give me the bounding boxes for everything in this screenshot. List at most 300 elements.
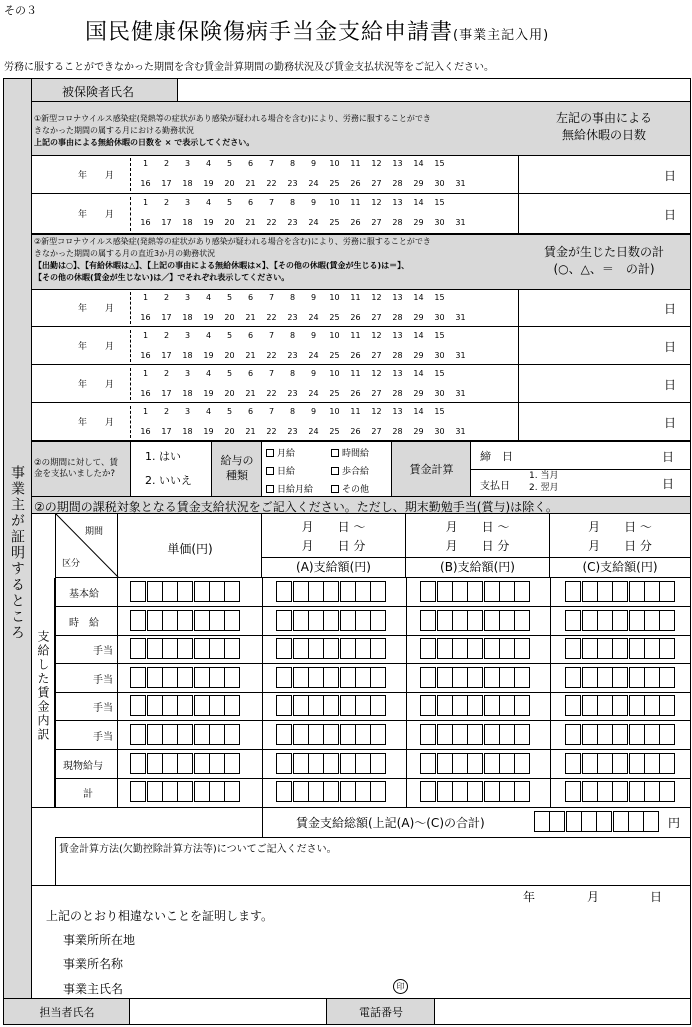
day-number[interactable]: 6 [247, 407, 254, 416]
digit-cell[interactable] [340, 667, 356, 688]
digit-cell[interactable] [276, 581, 292, 602]
day-number[interactable]: 20 [224, 313, 235, 322]
digit-cell[interactable] [420, 753, 436, 774]
pay-type-monthly[interactable]: 月給 [266, 446, 295, 459]
year-month-label[interactable]: 年 月 [78, 304, 115, 314]
digit-cell[interactable] [612, 581, 628, 602]
day-number[interactable]: 27 [371, 218, 382, 227]
digit-cell[interactable] [177, 638, 193, 659]
day-number[interactable]: 18 [182, 179, 193, 188]
digit-cell[interactable] [194, 638, 210, 659]
payday-options[interactable] [529, 470, 558, 494]
year-month-label[interactable]: 年 月 [78, 418, 115, 428]
digit-cell[interactable] [420, 695, 436, 716]
day-number[interactable]: 24 [308, 313, 319, 322]
day-number[interactable]: 29 [413, 351, 424, 360]
day-number[interactable]: 15 [434, 159, 445, 168]
day-number[interactable]: 13 [392, 331, 403, 340]
period-to[interactable]: 月 日 分 [445, 539, 510, 553]
digit-cell[interactable] [308, 781, 324, 802]
day-number[interactable]: 22 [266, 389, 277, 398]
day-number[interactable]: 22 [266, 427, 277, 436]
unit-price-cells[interactable] [130, 581, 240, 602]
day-number[interactable]: 21 [245, 179, 256, 188]
digit-cell[interactable] [612, 724, 628, 745]
amount-cells[interactable] [276, 781, 386, 802]
digit-cell[interactable] [484, 667, 500, 688]
day-number[interactable]: 11 [350, 369, 361, 378]
digit-cell[interactable] [659, 781, 675, 802]
digit-cell[interactable] [514, 581, 530, 602]
digit-cell[interactable] [484, 781, 500, 802]
digit-cell[interactable] [224, 610, 240, 631]
day-number[interactable]: 26 [350, 179, 361, 188]
digit-cell[interactable] [499, 667, 515, 688]
day-number[interactable]: 9 [310, 293, 317, 302]
digit-cell[interactable] [629, 781, 645, 802]
digit-cell[interactable] [147, 610, 163, 631]
digit-cell[interactable] [323, 610, 339, 631]
digit-cell[interactable] [582, 581, 598, 602]
day-number[interactable]: 5 [226, 369, 233, 378]
day-number[interactable]: 25 [329, 218, 340, 227]
digit-cell[interactable] [612, 638, 628, 659]
day-number[interactable]: 3 [184, 159, 191, 168]
digit-cell[interactable] [370, 610, 386, 631]
digit-cell[interactable] [613, 811, 629, 832]
amount-cells[interactable] [565, 667, 675, 688]
digit-cell[interactable] [194, 781, 210, 802]
digit-cell[interactable] [452, 724, 468, 745]
amount-cells[interactable] [276, 753, 386, 774]
digit-cell[interactable] [629, 724, 645, 745]
day-number[interactable]: 21 [245, 427, 256, 436]
digit-cell[interactable] [276, 753, 292, 774]
day-number[interactable]: 3 [184, 198, 191, 207]
day-number[interactable]: 21 [245, 313, 256, 322]
day-number[interactable]: 8 [289, 369, 296, 378]
pay-type-commission[interactable]: 歩合給 [331, 464, 369, 477]
amount-cells[interactable] [276, 610, 386, 631]
day-number[interactable]: 4 [205, 293, 212, 302]
digit-cell[interactable] [162, 695, 178, 716]
year-month-label[interactable]: 年 月 [78, 170, 115, 181]
day-number[interactable]: 19 [203, 389, 214, 398]
digit-cell[interactable] [499, 695, 515, 716]
pay-type-hourly[interactable]: 時間給 [331, 446, 369, 459]
digit-cell[interactable] [484, 610, 500, 631]
digit-cell[interactable] [177, 581, 193, 602]
day-number[interactable]: 29 [413, 179, 424, 188]
digit-cell[interactable] [659, 638, 675, 659]
day-number[interactable]: 6 [247, 369, 254, 378]
day-number[interactable]: 4 [205, 159, 212, 168]
digit-cell[interactable] [499, 753, 515, 774]
digit-cell[interactable] [293, 781, 309, 802]
day-number[interactable]: 10 [329, 293, 340, 302]
day-number[interactable]: 14 [413, 293, 424, 302]
digit-cell[interactable] [147, 581, 163, 602]
day-number[interactable]: 20 [224, 179, 235, 188]
digit-cell[interactable] [224, 667, 240, 688]
day-number[interactable]: 18 [182, 351, 193, 360]
day-number[interactable]: 16 [140, 313, 151, 322]
digit-cell[interactable] [484, 638, 500, 659]
day-number[interactable]: 14 [413, 331, 424, 340]
digit-cell[interactable] [194, 667, 210, 688]
digit-cell[interactable] [194, 610, 210, 631]
amount-cells[interactable] [565, 753, 675, 774]
digit-cell[interactable] [355, 667, 371, 688]
digit-cell[interactable] [644, 753, 660, 774]
day-number[interactable]: 17 [161, 351, 172, 360]
period-from[interactable]: 月 日 〜 [301, 520, 366, 534]
day-number[interactable]: 5 [226, 407, 233, 416]
amount-cells[interactable] [276, 638, 386, 659]
digit-cell[interactable] [499, 638, 515, 659]
digit-cell[interactable] [177, 753, 193, 774]
staff-name-field[interactable] [130, 998, 327, 1024]
digit-cell[interactable] [484, 753, 500, 774]
digit-cell[interactable] [514, 695, 530, 716]
day-number[interactable]: 18 [182, 427, 193, 436]
amount-cells[interactable] [565, 638, 675, 659]
day-number[interactable]: 21 [245, 351, 256, 360]
unit-price-cells[interactable] [130, 753, 240, 774]
day-number[interactable]: 28 [392, 389, 403, 398]
digit-cell[interactable] [293, 724, 309, 745]
amount-cells[interactable] [276, 695, 386, 716]
digit-cell[interactable] [565, 638, 581, 659]
day-number[interactable]: 18 [182, 313, 193, 322]
day-number[interactable]: 31 [455, 351, 466, 360]
digit-cell[interactable] [308, 753, 324, 774]
insured-name-field[interactable] [177, 79, 690, 102]
digit-cell[interactable] [420, 667, 436, 688]
day-number[interactable]: 2 [163, 293, 170, 302]
unit-price-cells[interactable] [130, 667, 240, 688]
digit-cell[interactable] [323, 695, 339, 716]
digit-cell[interactable] [452, 695, 468, 716]
amount-cells[interactable] [420, 581, 530, 602]
day-number[interactable]: 29 [413, 313, 424, 322]
day-numbers[interactable] [135, 218, 485, 227]
digit-cell[interactable] [162, 581, 178, 602]
digit-cell[interactable] [147, 667, 163, 688]
digit-cell[interactable] [147, 724, 163, 745]
day-number[interactable]: 20 [224, 351, 235, 360]
digit-cell[interactable] [209, 667, 225, 688]
day-number[interactable]: 10 [329, 369, 340, 378]
day-number[interactable]: 11 [350, 198, 361, 207]
day-number[interactable]: 15 [434, 331, 445, 340]
digit-cell[interactable] [452, 581, 468, 602]
digit-cell[interactable] [355, 610, 371, 631]
unit-price-cells[interactable] [130, 695, 240, 716]
digit-cell[interactable] [355, 581, 371, 602]
day-numbers[interactable] [135, 198, 485, 207]
amount-cells[interactable] [565, 695, 675, 716]
day-number[interactable]: 9 [310, 159, 317, 168]
day-number[interactable]: 30 [434, 179, 445, 188]
digit-cell[interactable] [293, 638, 309, 659]
day-number[interactable]: 7 [268, 407, 275, 416]
digit-cell[interactable] [612, 667, 628, 688]
digit-cell[interactable] [308, 724, 324, 745]
digit-cell[interactable] [565, 610, 581, 631]
digit-cell[interactable] [565, 581, 581, 602]
day-number[interactable]: 6 [247, 293, 254, 302]
day-number[interactable]: 23 [287, 218, 298, 227]
digit-cell[interactable] [209, 638, 225, 659]
digit-cell[interactable] [514, 724, 530, 745]
day-number[interactable]: 28 [392, 218, 403, 227]
day-count-field[interactable] [518, 365, 690, 403]
digit-cell[interactable] [612, 781, 628, 802]
day-number[interactable]: 9 [310, 369, 317, 378]
day-number[interactable]: 2 [163, 198, 170, 207]
digit-cell[interactable] [194, 695, 210, 716]
day-number[interactable]: 3 [184, 407, 191, 416]
digit-cell[interactable] [355, 753, 371, 774]
digit-cell[interactable] [323, 638, 339, 659]
day-number[interactable]: 31 [455, 313, 466, 322]
digit-cell[interactable] [224, 753, 240, 774]
pay-type-daily-monthly[interactable]: 日給月給 [266, 482, 313, 495]
digit-cell[interactable] [514, 753, 530, 774]
digit-cell[interactable] [644, 695, 660, 716]
day-number[interactable]: 19 [203, 218, 214, 227]
digit-cell[interactable] [130, 667, 146, 688]
day-number[interactable]: 16 [140, 179, 151, 188]
amount-cells[interactable] [565, 781, 675, 802]
amount-cells[interactable] [420, 638, 530, 659]
day-number[interactable]: 28 [392, 427, 403, 436]
day-count-field[interactable] [518, 289, 690, 327]
digit-cell[interactable] [484, 581, 500, 602]
digit-cell[interactable] [597, 581, 613, 602]
digit-cell[interactable] [597, 610, 613, 631]
digit-cell[interactable] [452, 753, 468, 774]
day-number[interactable]: 16 [140, 218, 151, 227]
pay-type-daily[interactable]: 日給 [266, 464, 295, 477]
day-number[interactable]: 26 [350, 218, 361, 227]
day-number[interactable]: 4 [205, 369, 212, 378]
digit-cell[interactable] [209, 753, 225, 774]
digit-cell[interactable] [582, 724, 598, 745]
digit-cell[interactable] [276, 781, 292, 802]
digit-cell[interactable] [467, 753, 483, 774]
digit-cell[interactable] [629, 638, 645, 659]
digit-cell[interactable] [565, 781, 581, 802]
digit-cell[interactable] [597, 724, 613, 745]
answer-yes[interactable]: 1. はい [145, 450, 181, 463]
digit-cell[interactable] [499, 781, 515, 802]
digit-cell[interactable] [499, 724, 515, 745]
digit-cell[interactable] [209, 695, 225, 716]
digit-cell[interactable] [340, 695, 356, 716]
day-number[interactable]: 14 [413, 198, 424, 207]
day-number[interactable]: 1 [142, 159, 149, 168]
period-to[interactable]: 月 日 分 [588, 539, 652, 553]
digit-cell[interactable] [582, 753, 598, 774]
day-number[interactable]: 21 [245, 218, 256, 227]
digit-cell[interactable] [224, 581, 240, 602]
day-count-field[interactable] [518, 194, 690, 234]
digit-cell[interactable] [612, 753, 628, 774]
day-number[interactable]: 23 [287, 427, 298, 436]
digit-cell[interactable] [452, 781, 468, 802]
digit-cell[interactable] [147, 695, 163, 716]
digit-cell[interactable] [499, 581, 515, 602]
day-number[interactable]: 2 [163, 369, 170, 378]
day-number[interactable]: 29 [413, 389, 424, 398]
digit-cell[interactable] [308, 610, 324, 631]
day-numbers[interactable] [135, 293, 485, 302]
amount-cells[interactable] [420, 695, 530, 716]
digit-cell[interactable] [340, 781, 356, 802]
digit-cell[interactable] [130, 753, 146, 774]
day-number[interactable]: 2 [163, 331, 170, 340]
day-number[interactable]: 23 [287, 351, 298, 360]
digit-cell[interactable] [659, 724, 675, 745]
payday-opt-current[interactable]: 1. 当月 [529, 471, 559, 481]
day-number[interactable]: 21 [245, 389, 256, 398]
digit-cell[interactable] [612, 610, 628, 631]
day-number[interactable]: 17 [161, 313, 172, 322]
digit-cell[interactable] [340, 581, 356, 602]
day-number[interactable]: 22 [266, 313, 277, 322]
day-number[interactable]: 15 [434, 293, 445, 302]
day-number[interactable]: 11 [350, 293, 361, 302]
day-number[interactable]: 5 [226, 331, 233, 340]
day-numbers[interactable] [135, 389, 485, 398]
digit-cell[interactable] [224, 781, 240, 802]
digit-cell[interactable] [514, 610, 530, 631]
digit-cell[interactable] [597, 638, 613, 659]
digit-cell[interactable] [194, 581, 210, 602]
day-number[interactable]: 3 [184, 331, 191, 340]
digit-cell[interactable] [177, 695, 193, 716]
digit-cell[interactable] [276, 638, 292, 659]
digit-cell[interactable] [644, 638, 660, 659]
digit-cell[interactable] [582, 638, 598, 659]
digit-cell[interactable] [420, 610, 436, 631]
digit-cell[interactable] [370, 638, 386, 659]
digit-cell[interactable] [308, 695, 324, 716]
digit-cell[interactable] [437, 695, 453, 716]
digit-cell[interactable] [355, 638, 371, 659]
amount-cells[interactable] [565, 581, 675, 602]
digit-cell[interactable] [437, 581, 453, 602]
digit-cell[interactable] [437, 667, 453, 688]
digit-cell[interactable] [340, 724, 356, 745]
day-number[interactable]: 25 [329, 427, 340, 436]
digit-cell[interactable] [293, 695, 309, 716]
day-number[interactable]: 15 [434, 369, 445, 378]
digit-cell[interactable] [565, 695, 581, 716]
digit-cell[interactable] [582, 610, 598, 631]
day-number[interactable]: 18 [182, 389, 193, 398]
digit-cell[interactable] [209, 781, 225, 802]
day-numbers[interactable] [135, 407, 485, 416]
day-number[interactable]: 6 [247, 198, 254, 207]
digit-cell[interactable] [659, 581, 675, 602]
digit-cell[interactable] [323, 724, 339, 745]
digit-cell[interactable] [629, 753, 645, 774]
digit-cell[interactable] [224, 724, 240, 745]
digit-cell[interactable] [420, 781, 436, 802]
digit-cell[interactable] [659, 753, 675, 774]
digit-cell[interactable] [581, 811, 597, 832]
day-number[interactable]: 27 [371, 427, 382, 436]
digit-cell[interactable] [276, 667, 292, 688]
day-number[interactable]: 26 [350, 389, 361, 398]
day-number[interactable]: 23 [287, 389, 298, 398]
digit-cell[interactable] [452, 638, 468, 659]
day-number[interactable]: 28 [392, 179, 403, 188]
digit-cell[interactable] [644, 581, 660, 602]
day-number[interactable]: 22 [266, 351, 277, 360]
digit-cell[interactable] [130, 781, 146, 802]
day-number[interactable]: 1 [142, 407, 149, 416]
phone-field[interactable] [435, 998, 690, 1025]
period-to[interactable]: 月 日 分 [301, 539, 366, 553]
day-number[interactable]: 11 [350, 159, 361, 168]
digit-cell[interactable] [467, 724, 483, 745]
day-number[interactable]: 12 [371, 331, 382, 340]
pay-type-other[interactable]: その他 [331, 482, 369, 495]
digit-cell[interactable] [565, 753, 581, 774]
day-number[interactable]: 10 [329, 198, 340, 207]
day-number[interactable]: 22 [266, 218, 277, 227]
digit-cell[interactable] [370, 695, 386, 716]
total-amount-cells[interactable] [534, 811, 659, 832]
day-number[interactable]: 4 [205, 407, 212, 416]
digit-cell[interactable] [293, 610, 309, 631]
day-number[interactable]: 28 [392, 313, 403, 322]
day-number[interactable]: 14 [413, 407, 424, 416]
digit-cell[interactable] [499, 610, 515, 631]
digit-cell[interactable] [514, 781, 530, 802]
digit-cell[interactable] [162, 638, 178, 659]
digit-cell[interactable] [596, 811, 612, 832]
day-number[interactable]: 19 [203, 179, 214, 188]
digit-cell[interactable] [467, 638, 483, 659]
digit-cell[interactable] [484, 695, 500, 716]
day-number[interactable]: 8 [289, 331, 296, 340]
day-number[interactable]: 12 [371, 369, 382, 378]
unit-price-cells[interactable] [130, 638, 240, 659]
day-number[interactable]: 8 [289, 293, 296, 302]
digit-cell[interactable] [597, 667, 613, 688]
digit-cell[interactable] [209, 610, 225, 631]
digit-cell[interactable] [323, 581, 339, 602]
digit-cell[interactable] [147, 781, 163, 802]
day-number[interactable]: 6 [247, 331, 254, 340]
digit-cell[interactable] [130, 610, 146, 631]
digit-cell[interactable] [644, 781, 660, 802]
payday-opt-next[interactable]: 2. 翌月 [529, 483, 559, 493]
day-number[interactable]: 8 [289, 159, 296, 168]
digit-cell[interactable] [484, 724, 500, 745]
day-number[interactable]: 1 [142, 331, 149, 340]
digit-cell[interactable] [452, 610, 468, 631]
digit-cell[interactable] [308, 638, 324, 659]
day-number[interactable]: 20 [224, 218, 235, 227]
day-number[interactable]: 4 [205, 331, 212, 340]
digit-cell[interactable] [629, 667, 645, 688]
